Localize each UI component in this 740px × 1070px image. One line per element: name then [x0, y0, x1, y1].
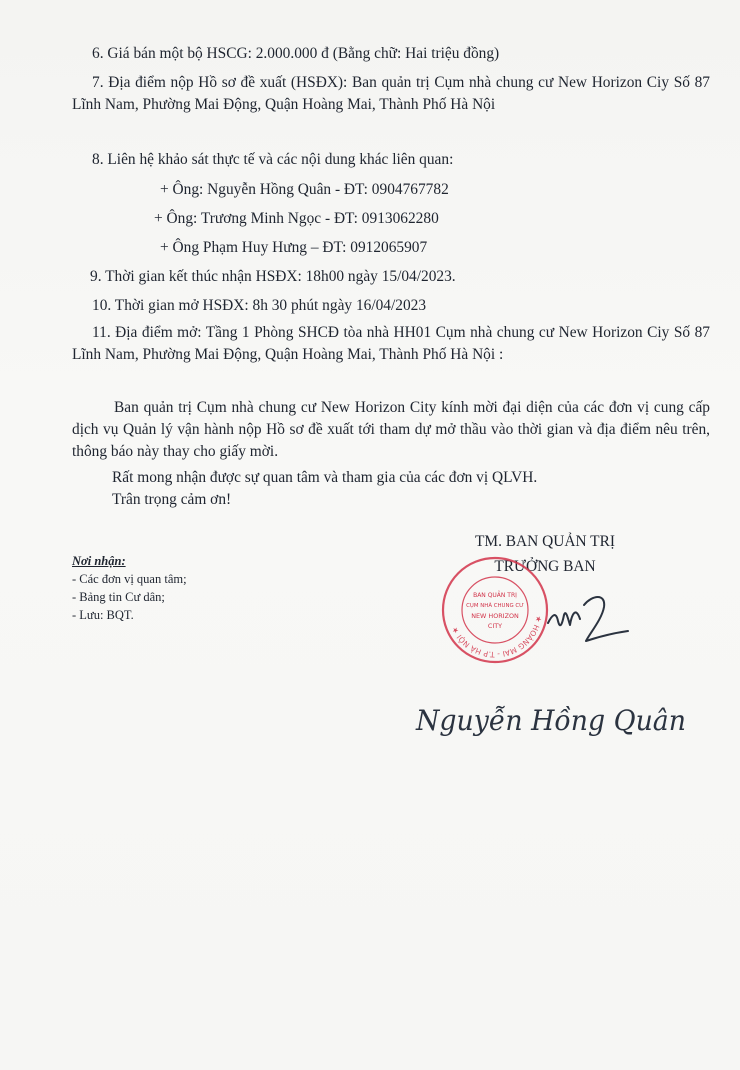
svg-text:CỤM NHÀ CHUNG CƯ: CỤM NHÀ CHUNG CƯ [466, 603, 524, 609]
signature-org: TM. BAN QUẢN TRỊ [475, 533, 615, 550]
signature-scribble-icon [540, 585, 640, 665]
svg-text:NEW HORIZON: NEW HORIZON [471, 612, 519, 620]
svg-text:BAN QUẢN TRỊ: BAN QUẢN TRỊ [473, 592, 517, 599]
recipient-item: - Bảng tin Cư dân; [72, 590, 165, 604]
handwritten-name [410, 690, 710, 750]
recipients-block [72, 552, 187, 624]
official-stamp-icon [440, 555, 550, 665]
item-7: 7. Địa điểm nộp Hồ sơ đề xuất (HSĐX): Ban quản trị Cụm nhà chung cư New Horizon Ciy Số 87 Lĩnh Nam, Phường Mai Động, Quận Hoàng Mai, Thành Phố Hà Nội [72, 74, 710, 113]
svg-text:★ HOÀNG MAI - T.P HÀ NỘI ★: ★ HOÀNG MAI - T.P HÀ NỘI ★ [449, 614, 544, 660]
contact-3: + Ông Phạm Huy Hưng – ĐT: 0912065907 [160, 239, 428, 256]
recipient-item: - Lưu: BQT. [72, 608, 134, 622]
handwritten-name-text: Nguyễn Hồng Quân [415, 704, 686, 737]
invitation-paragraph: Ban quản trị Cụm nhà chung cư New Horizon City kính mời đại diện của các đơn vị cung cấp dịch vụ Quản lý vận hành nộp Hồ sơ đề xuất tới tham dự mở thầu vào thời gian và địa điểm nêu trên, thông báo này thay cho giấy mời. [72, 399, 710, 460]
contact-1: + Ông: Nguyễn Hồng Quân - ĐT: 0904767782 [160, 181, 449, 198]
signature-role: TRƯỞNG BAN [494, 558, 596, 575]
svg-text:CITY: CITY [487, 622, 503, 630]
closing-line-1: Rất mong nhận được sự quan tâm và tham gia của các đơn vị QLVH. [112, 469, 538, 486]
closing-line-2: Trân trọng cảm ơn! [112, 491, 232, 508]
item-8: 8. Liên hệ khảo sát thực tế và các nội dung khác liên quan: [92, 151, 454, 168]
item-10: 10. Thời gian mở HSĐX: 8h 30 phút ngày 16/04/2023 [92, 297, 427, 314]
recipient-item: - Các đơn vị quan tâm; [72, 572, 187, 586]
item-6: 6. Giá bán một bộ HSCG: 2.000.000 đ (Bằng chữ: Hai triệu đồng) [92, 45, 500, 62]
item-9: 9. Thời gian kết thúc nhận HSĐX: 18h00 ngày 15/04/2023. [90, 268, 456, 285]
recipients-title: Nơi nhận: [72, 554, 126, 568]
contact-2: + Ông: Trương Minh Ngọc - ĐT: 0913062280 [154, 210, 439, 227]
item-11: 11. Địa điểm mở: Tầng 1 Phòng SHCĐ tòa nhà HH01 Cụm nhà chung cư New Horizon Ciy Số 87 Lĩnh Nam, Phường Mai Động, Quận Hoàng Mai, Thành Phố Hà Nội : [72, 324, 710, 363]
